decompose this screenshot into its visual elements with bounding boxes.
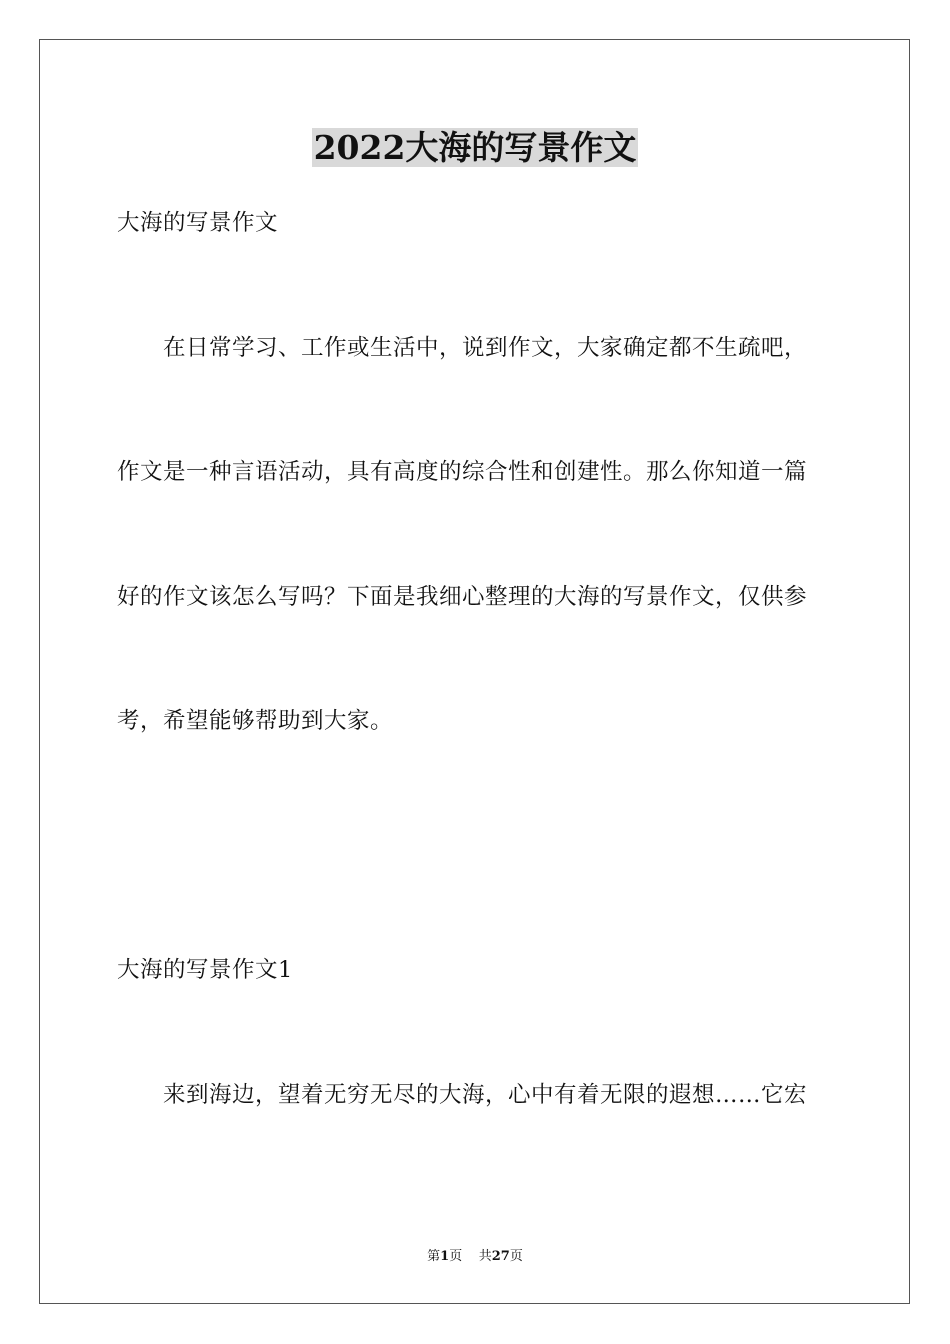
document-title xyxy=(0,126,950,170)
footer-page-number: 1 xyxy=(440,1249,450,1264)
paragraph-line: 好的作文该怎么写吗？下面是我细心整理的大海的写景作文，仅供参 xyxy=(117,584,808,610)
paragraph-line: 作文是一种言语活动，具有高度的综合性和创建性。那么你知道一篇 xyxy=(117,459,808,485)
document-title-text: 2022大海的写景作文 xyxy=(313,128,637,167)
section-heading: 大海的写景作文1 xyxy=(117,957,293,983)
intro-heading: 大海的写景作文 xyxy=(117,210,279,236)
page-footer xyxy=(0,1248,950,1266)
footer-total-pages: 27 xyxy=(491,1249,510,1264)
footer-total-suffix: 页 xyxy=(509,1249,523,1264)
footer-page-prefix: 第 xyxy=(427,1249,441,1264)
footer-page-suffix: 页 xyxy=(449,1249,463,1264)
paragraph-line: 来到海边，望着无穷无尽的大海，心中有着无限的遐想……它宏 xyxy=(117,1082,808,1108)
paragraph-line: 在日常学习、工作或生活中，说到作文，大家确定都不生疏吧， xyxy=(117,335,808,361)
paragraph-line: 考，希望能够帮助到大家。 xyxy=(117,708,394,734)
footer-total-prefix: 共 xyxy=(478,1249,492,1264)
